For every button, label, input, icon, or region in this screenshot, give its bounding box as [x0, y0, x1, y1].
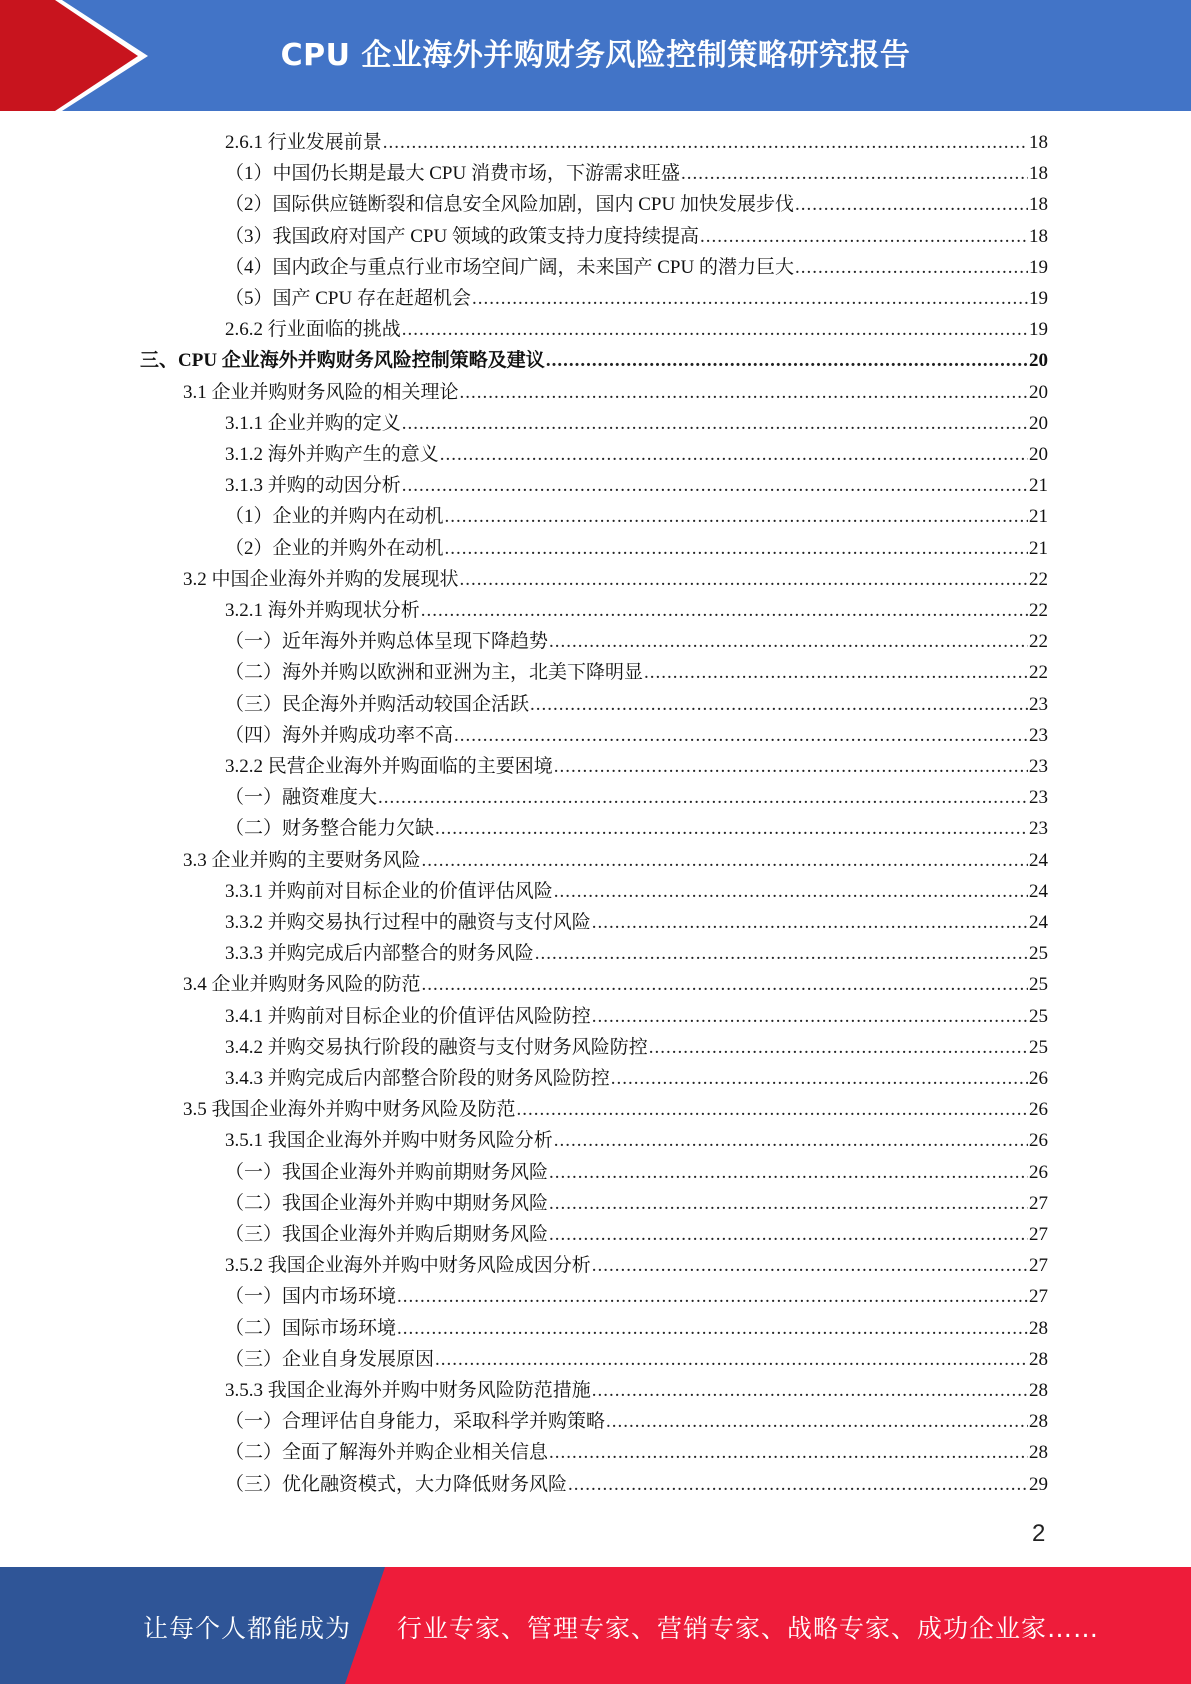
toc-entry[interactable]: [225, 720, 1048, 751]
toc-entry-title: （三）优化融资模式，大力降低财务风险: [225, 1474, 568, 1495]
toc-entry[interactable]: [225, 1281, 1048, 1312]
toc-entry-page: 25: [1029, 1037, 1048, 1058]
toc-dot-leader: [378, 782, 1028, 813]
toc-entry-title: 3.4 企业并购财务风险的防范: [183, 974, 421, 995]
toc-entry-page: 28: [1029, 1349, 1048, 1370]
toc-entry[interactable]: [225, 1001, 1048, 1032]
toc-entry-title: 3.3.1 并购前对目标企业的价值评估风险: [225, 881, 553, 902]
toc-entry-title: 3.3.2 并购交易执行过程中的融资与支付风险: [225, 912, 591, 933]
toc-dot-leader: [592, 1250, 1028, 1281]
toc-dot-leader: [472, 283, 1028, 314]
toc-entry[interactable]: [225, 439, 1048, 470]
toc-dot-leader: [530, 689, 1028, 720]
toc-dot-leader: [606, 1406, 1028, 1437]
toc-entry[interactable]: [225, 501, 1048, 532]
toc-entry-title: 3.1 企业并购财务风险的相关理论: [183, 382, 459, 403]
toc-dot-leader: [554, 751, 1028, 782]
toc-entry-title: 3.1.1 企业并购的定义: [225, 413, 401, 434]
toc-entry-page: 22: [1029, 600, 1048, 621]
toc-entry[interactable]: [225, 689, 1048, 720]
toc-entry[interactable]: [225, 782, 1048, 813]
toc-entry-title: （四）海外并购成功率不高: [225, 725, 454, 746]
toc-dot-leader: [611, 1063, 1028, 1094]
toc-entry[interactable]: [225, 876, 1048, 907]
toc-entry-title: 3.5.2 我国企业海外并购中财务风险成因分析: [225, 1255, 591, 1276]
report-title: CPU 企业海外并购财务风险控制策略研究报告: [280, 38, 911, 73]
toc-entry-page: 26: [1029, 1130, 1048, 1151]
toc-entry-page: 23: [1029, 694, 1048, 715]
toc-dot-leader: [795, 189, 1028, 220]
toc-dot-leader: [795, 252, 1028, 283]
toc-entry-title: 3.3.3 并购完成后内部整合的财务风险: [225, 943, 534, 964]
toc-entry[interactable]: [225, 1469, 1048, 1500]
toc-entry-page: 24: [1029, 912, 1048, 933]
toc-dot-leader: [649, 1032, 1028, 1063]
toc-entry-page: 23: [1029, 787, 1048, 808]
toc-entry[interactable]: [225, 1188, 1048, 1219]
toc-entry[interactable]: [225, 533, 1048, 564]
toc-entry-page: 29: [1029, 1474, 1048, 1495]
toc-entry-page: 23: [1029, 756, 1048, 777]
toc-dot-leader: [402, 314, 1028, 345]
toc-entry[interactable]: [225, 127, 1048, 158]
toc-entry[interactable]: [183, 564, 1048, 595]
toc-dot-leader: [435, 813, 1028, 844]
toc-entry-title: 3.5.1 我国企业海外并购中财务风险分析: [225, 1130, 553, 1151]
toc-entry-title: （一）合理评估自身能力，采取科学并购策略: [225, 1411, 606, 1432]
toc-entry-title: 3.2.1 海外并购现状分析: [225, 600, 420, 621]
toc-entry-page: 19: [1029, 257, 1048, 278]
toc-entry-page: 22: [1029, 662, 1048, 683]
toc-entry-title: 三、CPU 企业海外并购财务风险控制策略及建议: [140, 350, 545, 371]
toc-entry-page: 28: [1029, 1411, 1048, 1432]
toc-entry-title: （3）我国政府对国产 CPU 领域的政策支持力度持续提高: [225, 226, 699, 247]
toc-entry-page: 18: [1029, 226, 1048, 247]
toc-dot-leader: [422, 845, 1028, 876]
toc-entry-page: 25: [1029, 1006, 1048, 1027]
toc-dot-leader: [445, 533, 1028, 564]
toc-entry[interactable]: [225, 470, 1048, 501]
toc-entry[interactable]: [225, 1125, 1048, 1156]
toc-dot-leader: [549, 1219, 1028, 1250]
toc-entry-page: 28: [1029, 1318, 1048, 1339]
toc-dot-leader: [549, 626, 1028, 657]
toc-entry[interactable]: [225, 1375, 1048, 1406]
toc-entry[interactable]: [225, 408, 1048, 439]
toc-entry[interactable]: [225, 657, 1048, 688]
toc-entry-title: 3.2.2 民营企业海外并购面临的主要困境: [225, 756, 553, 777]
toc-entry[interactable]: [225, 813, 1048, 844]
toc-dot-leader: [644, 657, 1028, 688]
toc-entry[interactable]: [225, 595, 1048, 626]
toc-entry[interactable]: [225, 1157, 1048, 1188]
toc-entry[interactable]: [225, 221, 1048, 252]
toc-dot-leader: [535, 938, 1028, 969]
toc-dot-leader: [440, 439, 1028, 470]
toc-entry-page: 27: [1029, 1286, 1048, 1307]
toc-entry[interactable]: [225, 314, 1048, 345]
toc-entry-title: （一）近年海外并购总体呈现下降趋势: [225, 631, 549, 652]
toc-dot-leader: [397, 1313, 1028, 1344]
toc-entry-title: （1）中国仍长期是最大 CPU 消费市场，下游需求旺盛: [225, 163, 680, 184]
toc-entry-title: （4）国内政企与重点行业市场空间广阔，未来国产 CPU 的潜力巨大: [225, 257, 794, 278]
toc-entry[interactable]: [225, 1313, 1048, 1344]
toc-entry-page: 27: [1029, 1193, 1048, 1214]
toc-dot-leader: [681, 158, 1028, 189]
footer-slogan-left: 让每个人都能成为: [143, 1614, 352, 1643]
toc-entry-page: 19: [1029, 288, 1048, 309]
toc-dot-leader: [460, 564, 1028, 595]
toc-entry[interactable]: [225, 252, 1048, 283]
toc-entry-title: （二）国际市场环境: [225, 1318, 397, 1339]
toc-entry[interactable]: [183, 377, 1048, 408]
toc-entry-page: 20: [1029, 413, 1048, 434]
toc-entry[interactable]: [225, 189, 1048, 220]
toc-entry[interactable]: [225, 158, 1048, 189]
toc-dot-leader: [546, 345, 1028, 376]
toc-entry-title: （三）民企海外并购活动较国企活跃: [225, 694, 530, 715]
toc-entry[interactable]: [225, 1250, 1048, 1281]
toc-entry-title: 3.3 企业并购的主要财务风险: [183, 850, 421, 871]
toc-entry-title: 3.5 我国企业海外并购中财务风险及防范: [183, 1099, 516, 1120]
toc-entry-page: 26: [1029, 1162, 1048, 1183]
toc-dot-leader: [402, 408, 1028, 439]
toc-entry-page: 25: [1029, 943, 1048, 964]
toc-dot-leader: [549, 1437, 1028, 1468]
toc-dot-leader: [700, 221, 1028, 252]
toc-entry-page: 18: [1029, 163, 1048, 184]
toc-entry-page: 23: [1029, 818, 1048, 839]
toc-entry-page: 21: [1029, 506, 1048, 527]
toc-entry[interactable]: [225, 1344, 1048, 1375]
toc-entry[interactable]: [225, 907, 1048, 938]
toc-entry[interactable]: [225, 1063, 1048, 1094]
toc-entry-page: 22: [1029, 631, 1048, 652]
toc-entry-title: 3.5.3 我国企业海外并购中财务风险防范措施: [225, 1380, 591, 1401]
page-header: [0, 0, 1191, 111]
footer-slogan-right: 行业专家、管理专家、营销专家、战略专家、成功企业家……: [397, 1614, 1100, 1643]
toc-dot-leader: [592, 907, 1028, 938]
toc-entry-page: 20: [1029, 444, 1048, 465]
toc-entry-page: 26: [1029, 1068, 1048, 1089]
toc-entry-title: 3.2 中国企业海外并购的发展现状: [183, 569, 459, 590]
toc-entry-title: 3.1.3 并购的动因分析: [225, 475, 401, 496]
toc-entry-title: （二）财务整合能力欠缺: [225, 818, 435, 839]
toc-entry[interactable]: [225, 938, 1048, 969]
toc-dot-leader: [402, 470, 1028, 501]
toc-dot-leader: [422, 969, 1028, 1000]
toc-entry-title: （二）我国企业海外并购中期财务风险: [225, 1193, 549, 1214]
toc-entry-title: 3.4.3 并购完成后内部整合阶段的财务风险防控: [225, 1068, 610, 1089]
toc-entry-page: 28: [1029, 1380, 1048, 1401]
toc-entry-page: 20: [1029, 382, 1048, 403]
page-footer: [0, 1567, 1191, 1684]
toc-entry[interactable]: [140, 345, 1048, 376]
toc-entry[interactable]: [225, 1406, 1048, 1437]
toc-entry-title: （一）国内市场环境: [225, 1286, 397, 1307]
toc-dot-leader: [421, 595, 1028, 626]
toc-entry-page: 27: [1029, 1224, 1048, 1245]
toc-entry-page: 23: [1029, 725, 1048, 746]
toc-entry-title: （1）企业的并购内在动机: [225, 506, 444, 527]
toc-entry-title: （一）我国企业海外并购前期财务风险: [225, 1162, 549, 1183]
toc-dot-leader: [460, 377, 1028, 408]
toc-entry-page: 24: [1029, 850, 1048, 871]
toc-entry[interactable]: [183, 1094, 1048, 1125]
toc-entry[interactable]: [225, 1437, 1048, 1468]
toc-entry-page: 24: [1029, 881, 1048, 902]
toc-entry-title: （二）海外并购以欧洲和亚洲为主，北美下降明显: [225, 662, 644, 683]
toc-entry-title: （一）融资难度大: [225, 787, 378, 808]
toc-entry-page: 25: [1029, 974, 1048, 995]
toc-dot-leader: [383, 127, 1028, 158]
toc-entry-page: 21: [1029, 475, 1048, 496]
toc-entry[interactable]: [225, 283, 1048, 314]
toc-entry-title: 2.6.2 行业面临的挑战: [225, 319, 401, 340]
toc-entry[interactable]: [225, 1032, 1048, 1063]
toc-entry-title: 2.6.1 行业发展前景: [225, 132, 382, 153]
toc-entry-page: 21: [1029, 538, 1048, 559]
toc-entry-title: （2）国际供应链断裂和信息安全风险加剧，国内 CPU 加快发展步伐: [225, 194, 794, 215]
page-number: 2: [1032, 1520, 1046, 1547]
toc-dot-leader: [592, 1001, 1028, 1032]
toc-entry-title: 3.1.2 海外并购产生的意义: [225, 444, 439, 465]
toc-dot-leader: [568, 1469, 1028, 1500]
toc-dot-leader: [435, 1344, 1028, 1375]
toc-entry-page: 22: [1029, 569, 1048, 590]
toc-dot-leader: [549, 1157, 1028, 1188]
toc-entry[interactable]: [225, 626, 1048, 657]
toc-entry[interactable]: [183, 845, 1048, 876]
toc-dot-leader: [549, 1188, 1028, 1219]
toc-dot-leader: [454, 720, 1028, 751]
toc-entry-title: （三）我国企业海外并购后期财务风险: [225, 1224, 549, 1245]
toc-dot-leader: [445, 501, 1028, 532]
toc-dot-leader: [397, 1281, 1028, 1312]
toc-entry-title: 3.4.2 并购交易执行阶段的融资与支付财务风险防控: [225, 1037, 648, 1058]
toc-entry-title: （5）国产 CPU 存在赶超机会: [225, 288, 471, 309]
toc-dot-leader: [554, 876, 1028, 907]
toc-dot-leader: [592, 1375, 1028, 1406]
toc-entry-title: 3.4.1 并购前对目标企业的价值评估风险防控: [225, 1006, 591, 1027]
toc-entry-page: 28: [1029, 1442, 1048, 1463]
toc-entry-page: 26: [1029, 1099, 1048, 1120]
toc-entry-page: 27: [1029, 1255, 1048, 1276]
toc-entry-title: （三）企业自身发展原因: [225, 1349, 435, 1370]
toc-entry[interactable]: [183, 969, 1048, 1000]
toc-dot-leader: [517, 1094, 1028, 1125]
toc-entry-title: （2）企业的并购外在动机: [225, 538, 444, 559]
toc-entry[interactable]: [225, 1219, 1048, 1250]
toc-dot-leader: [554, 1125, 1028, 1156]
toc-entry[interactable]: [225, 751, 1048, 782]
toc-entry-title: （二）全面了解海外并购企业相关信息: [225, 1442, 549, 1463]
toc-entry-page: 20: [1029, 350, 1048, 371]
toc-entry-page: 19: [1029, 319, 1048, 340]
toc-entry-page: 18: [1029, 194, 1048, 215]
toc-entry-page: 18: [1029, 132, 1048, 153]
